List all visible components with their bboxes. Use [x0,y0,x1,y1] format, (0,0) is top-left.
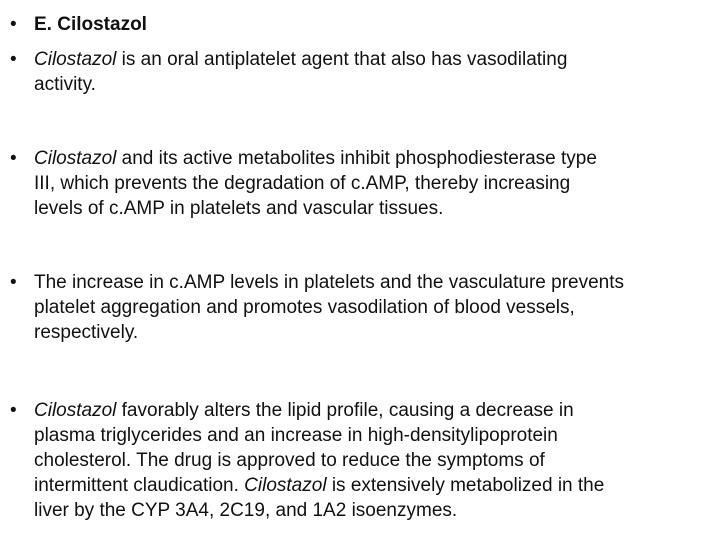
drug-name: Cilostazol [244,475,327,496]
bullet-item-title [10,12,710,37]
text-line [34,12,710,37]
bullet-item-lipids-metabolism [10,398,710,523]
text-run: cholesterol. The drug is approved to reduce the symptoms of [34,450,545,471]
text-line [34,423,710,448]
bullet-item-effects [10,270,710,345]
bullet-item-mechanism [10,146,710,221]
text-run: is an oral antiplatelet agent that also has vasodilating [116,49,568,70]
text-run: intermittent claudication. [34,475,245,496]
text-run: platelet aggregation and promotes vasodilation of blood vessels, [34,297,575,318]
text-run: The increase in c.AMP levels in platelets and the vasculature prevents [34,272,625,293]
bullet-icon: • [10,14,17,35]
text-run: and its active metabolites inhibit phosphodiesterase type [116,148,597,169]
text-line [34,320,710,345]
text-run: plasma triglycerides and an increase in high-densitylipoprotein [34,425,558,446]
text-line [34,270,710,295]
bullet-text [34,270,710,345]
text-run: liver by the CYP 3A4, 2C19, and 1A2 isoenzymes. [34,500,458,521]
bullet-text [34,146,710,221]
text-line [34,146,710,171]
bullet-item-overview [10,47,710,97]
text-run: III, which prevents the degradation of c.AMP, thereby increasing [34,173,571,194]
drug-name: Cilostazol [34,400,117,421]
bullet-icon: • [10,49,17,70]
text-run: favorably alters the lipid profile, causing a decrease in [116,400,574,421]
bullet-icon: • [10,148,17,169]
text-line [34,171,710,196]
bullet-text [34,398,710,523]
text-run: respectively. [34,322,139,343]
text-line [34,398,710,423]
text-line [34,196,710,221]
bullet-text [34,47,710,97]
bullet-icon: • [10,272,17,293]
text-run: activity. [34,74,96,95]
drug-name: Cilostazol [34,49,117,70]
drug-name: Cilostazol [34,148,117,169]
text-line [34,295,710,320]
text-run: is extensively metabolized in the [326,475,605,496]
bullet-icon: • [10,400,17,421]
text-run: levels of c.AMP in platelets and vascular tissues. [34,198,444,219]
text-line [34,47,710,72]
text-line [34,498,710,523]
heading-text: E. Cilostazol [34,14,147,35]
bullet-text [34,12,710,37]
text-line [34,473,710,498]
text-line [34,448,710,473]
text-line [34,72,710,97]
